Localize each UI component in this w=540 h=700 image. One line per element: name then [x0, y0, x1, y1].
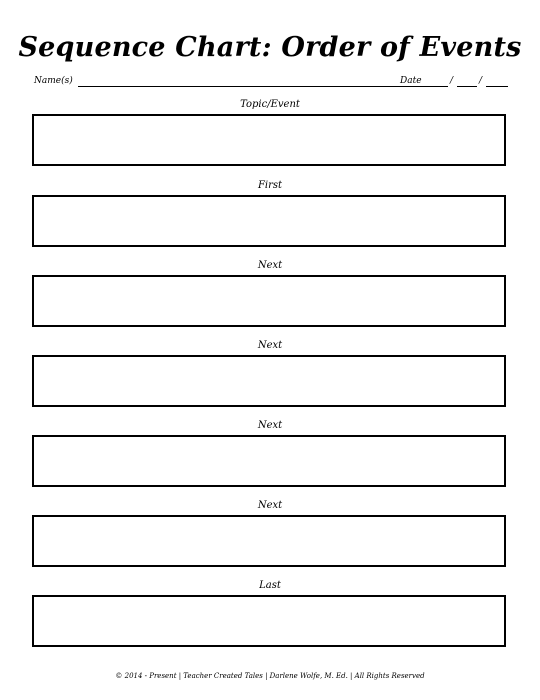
section-label-next: Next	[257, 260, 283, 271]
date-month-field[interactable]	[428, 86, 448, 87]
section-label-next: Next	[257, 420, 283, 431]
copyright-footer: © 2014 - Present | Teacher Created Tales | Darlene Wolfe, M. Ed. | All Rights Reserved	[115, 672, 425, 680]
section-label-next: Next	[257, 340, 283, 351]
name-label: Name(s)	[34, 76, 73, 86]
page-title: Sequence Chart: Order of Events	[18, 32, 522, 63]
last-box[interactable]	[32, 595, 506, 647]
section-label-next: Next	[257, 500, 283, 511]
next-box-2[interactable]	[32, 355, 506, 407]
next-box-3[interactable]	[32, 435, 506, 487]
name-field[interactable]	[78, 86, 428, 87]
first-box[interactable]	[32, 195, 506, 247]
next-box-4[interactable]	[32, 515, 506, 567]
section-label-first: First	[257, 180, 283, 191]
date-slash: /	[450, 76, 454, 86]
date-label: Date	[400, 76, 422, 86]
name-date-row	[34, 76, 510, 90]
topic-event-box[interactable]	[32, 114, 506, 166]
date-day-field[interactable]	[457, 86, 477, 87]
date-slash: /	[479, 76, 483, 86]
section-label-topic: Topic/Event	[240, 99, 300, 110]
date-year-field[interactable]	[486, 86, 508, 87]
next-box-1[interactable]	[32, 275, 506, 327]
section-label-last: Last	[259, 580, 281, 591]
